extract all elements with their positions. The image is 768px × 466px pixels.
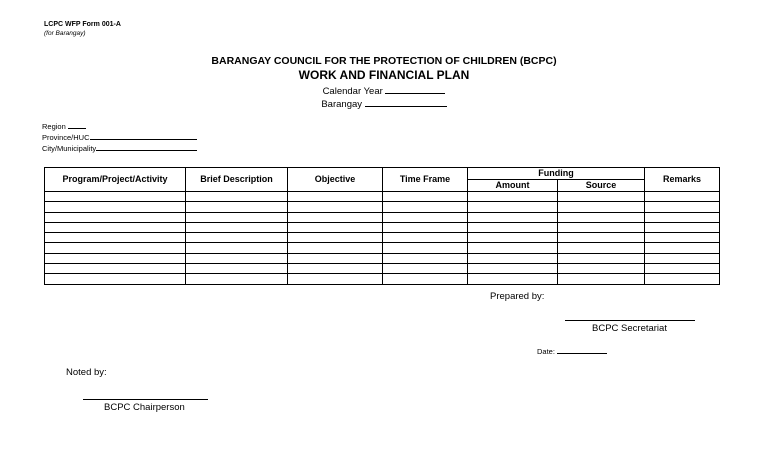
table-row [45,222,720,232]
city-blank[interactable] [96,143,197,151]
table-row [45,202,720,212]
table-row [45,192,720,202]
header-objective: Objective [288,168,383,192]
table-row [45,264,720,274]
header-program: Program/Project/Activity [45,168,186,192]
barangay-field [0,97,768,110]
page-title: WORK AND FINANCIAL PLAN [298,68,470,82]
calendar-year-field [0,84,768,97]
header-funding: Funding [468,168,645,180]
table-body [45,192,720,285]
city-label: City/Municipality [42,144,97,153]
province-field [42,132,197,142]
date-blank[interactable] [557,346,607,354]
province-label: Province/HUC [42,133,90,142]
province-blank[interactable] [90,132,197,140]
date-field [537,346,607,356]
region-field [42,121,86,131]
table-row [45,243,720,253]
header-timeframe: Time Frame [383,168,468,192]
work-plan-table [44,167,720,285]
header-source: Source [558,180,645,192]
date-label: Date: [537,347,555,356]
calendar-year-label: Calendar Year [322,86,383,97]
region-blank[interactable] [68,121,86,129]
region-label: Region [42,122,66,131]
prepared-by-label: Prepared by: [490,291,545,302]
header-remarks: Remarks [645,168,720,192]
table-row [45,233,720,243]
table-row [45,274,720,284]
secretariat-label: BCPC Secretariat [592,323,667,334]
form-id: LCPC WFP Form 001-A [44,21,121,28]
form-subtitle: (for Barangay) [44,30,86,37]
table-row [45,212,720,222]
table-row [45,253,720,263]
chairperson-label: BCPC Chairperson [104,402,185,413]
council-heading: BARANGAY COUNCIL FOR THE PROTECTION OF CHILDREN (BCPC) [211,55,557,67]
calendar-year-blank[interactable] [385,84,445,94]
header-description: Brief Description [186,168,288,192]
chairperson-signature-line[interactable] [83,399,208,400]
barangay-label: Barangay [321,99,363,110]
noted-by-label: Noted by: [66,367,107,378]
barangay-blank[interactable] [365,97,447,107]
header-amount: Amount [468,180,558,192]
secretariat-signature-line[interactable] [565,320,695,321]
city-field [42,143,197,153]
